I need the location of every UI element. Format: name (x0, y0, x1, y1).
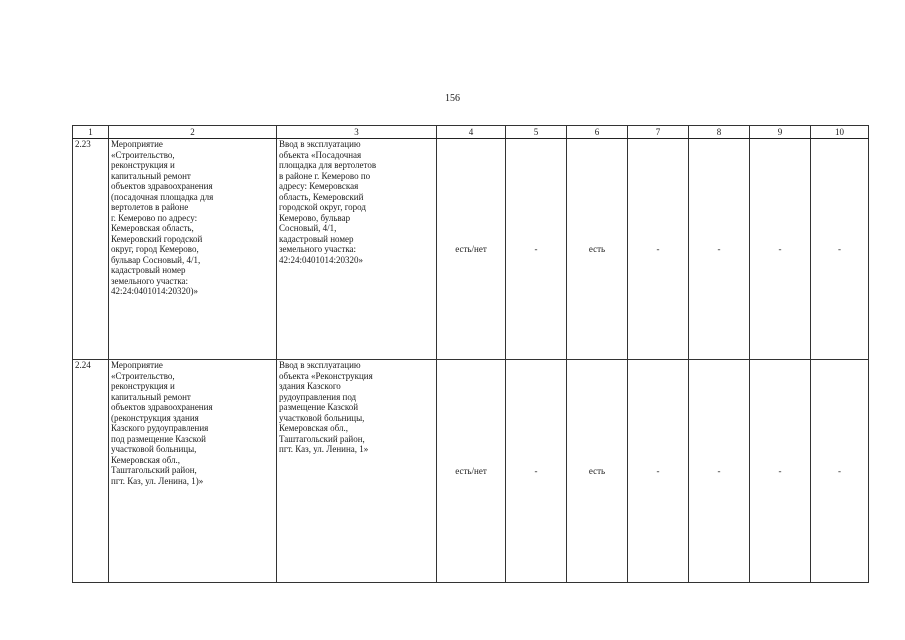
measures-table (72, 125, 869, 583)
cell-col-8: - (689, 139, 750, 360)
row-number: 2.23 (73, 139, 109, 360)
cell-col-9: - (750, 139, 811, 360)
table-header (73, 126, 869, 139)
cell-col-7: - (628, 139, 689, 360)
cell-col-6: есть (567, 360, 628, 583)
cell-col-7: - (628, 360, 689, 583)
cell-col-5: - (506, 360, 567, 583)
row-number: 2.24 (73, 360, 109, 583)
header-col-8: 8 (689, 126, 750, 139)
cell-col-4: есть/нет (437, 139, 506, 360)
cell-col-6: есть (567, 139, 628, 360)
header-col-7: 7 (628, 126, 689, 139)
measure-name: Мероприятие «Строительство, реконструкция и капитальный ремонт объектов здравоохранения (реконструкция здания Казского рудоуправления под размещение Казской участковой больницы, Кемеровская обл., Таштагольский район, пгт. Каз, ул. Ленина, 1)» (109, 360, 277, 583)
measure-name: Мероприятие «Строительство, реконструкция и капитальный ремонт объектов здравоохранения (посадочная площадка для вертолетов в районе г. Кемерово по адресу: Кемеровская область, Кемеровский городской округ, город Кемерово, бульвар Сосновый, 4/1, кадастровый номер земельного участка: 42:24:0401014:20320)» (109, 139, 277, 360)
measure-indicator: Ввод в эксплуатацию объекта «Реконструкция здания Казского рудоуправления под размещение Казской участковой больницы, Кемеровская обл., Таштагольский район, пгт. Каз, ул. Ленина, 1» (277, 360, 437, 583)
cell-col-10: - (811, 139, 869, 360)
header-col-2: 2 (109, 126, 277, 139)
header-col-4: 4 (437, 126, 506, 139)
cell-col-8: - (689, 360, 750, 583)
header-col-9: 9 (750, 126, 811, 139)
header-col-10: 10 (811, 126, 869, 139)
header-col-6: 6 (567, 126, 628, 139)
cell-col-5: - (506, 139, 567, 360)
header-col-1: 1 (73, 126, 109, 139)
measure-indicator: Ввод в эксплуатацию объекта «Посадочная площадка для вертолетов в районе г. Кемерово по адресу: Кемеровская область, Кемеровский городской округ, город Кемерово, бульвар Сосновый, 4/1, кадастровый номер земельного участка: 42:24:0401014:20320» (277, 139, 437, 360)
table-row (73, 360, 869, 583)
header-col-5: 5 (506, 126, 567, 139)
table-row (73, 139, 869, 360)
header-col-3: 3 (277, 126, 437, 139)
page-number: 156 (445, 93, 460, 104)
cell-col-4: есть/нет (437, 360, 506, 583)
cell-col-10: - (811, 360, 869, 583)
cell-col-9: - (750, 360, 811, 583)
